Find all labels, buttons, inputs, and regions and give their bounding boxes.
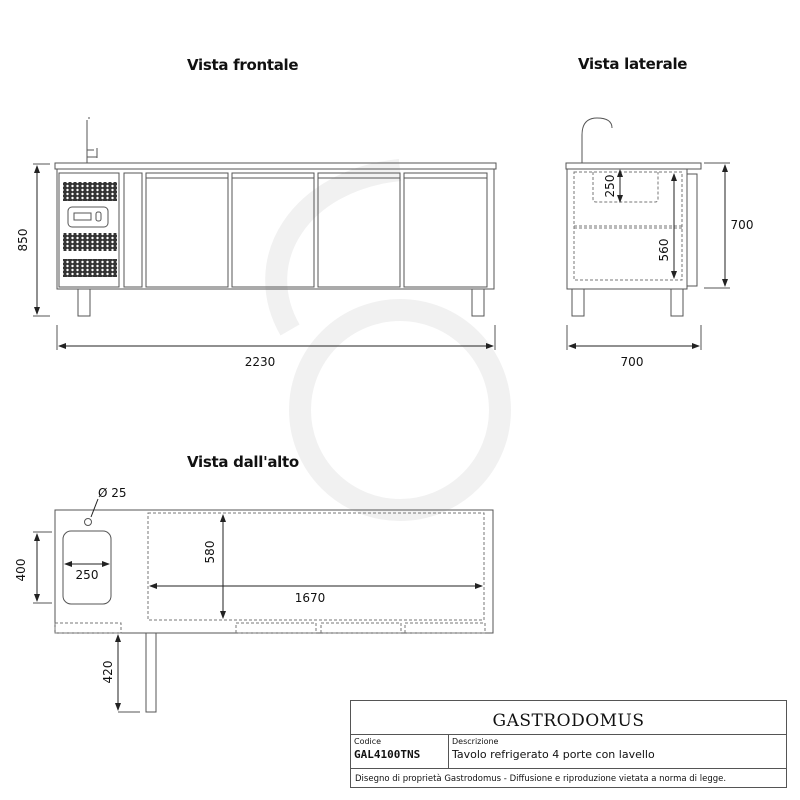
side-inner-height-dim: 560 (657, 238, 671, 262)
watermark-logo (276, 170, 500, 510)
side-view-title: Vista laterale (578, 55, 688, 73)
side-view-drawing (566, 118, 730, 350)
tap-hole-dim: Ø 25 (98, 486, 127, 500)
compartment-width-dim: 1670 (294, 591, 326, 605)
front-width-dim: 2230 (244, 355, 276, 369)
code-value: GAL4100TNS (354, 748, 421, 761)
front-view-title: Vista frontale (187, 56, 299, 74)
brand-logo: GASTRODOMUS (351, 701, 786, 735)
title-block (350, 700, 787, 788)
sink-width-dim: 250 (75, 568, 99, 582)
top-view-title: Vista dall'alto (187, 453, 299, 471)
description-label: Descrizione (452, 737, 499, 746)
side-sink-depth-dim: 250 (603, 174, 617, 198)
compartment-depth-dim: 580 (203, 540, 217, 564)
front-height-dim: 850 (16, 228, 30, 252)
code-label: Codice (354, 737, 382, 746)
description-value: Tavolo refrigerato 4 porte con lavello (452, 748, 655, 761)
leg-dim: 420 (101, 660, 115, 684)
sink-length-dim: 400 (14, 558, 28, 582)
side-height-dim: 700 (730, 218, 754, 232)
ownership-notice: Disegno di proprietà Gastrodomus - Diffusione e riproduzione vietata a norma di legge. (355, 774, 727, 784)
side-depth-dim: 700 (620, 355, 644, 369)
